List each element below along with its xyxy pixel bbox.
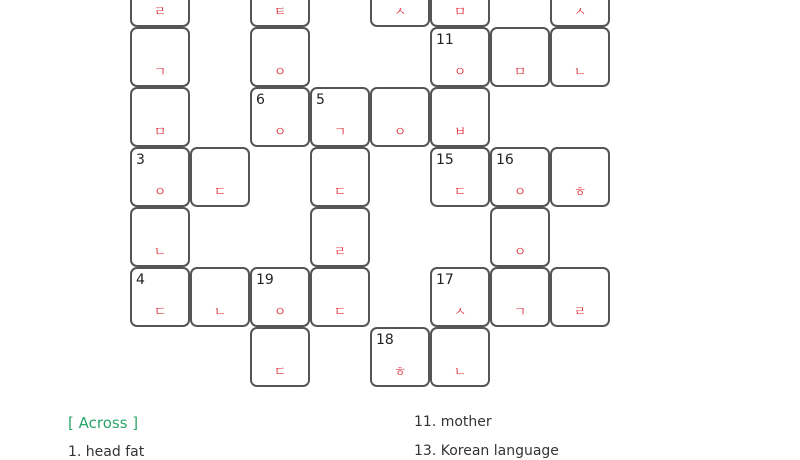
grid-cell[interactable] [310, 267, 370, 327]
cell-hint: ㅇ [273, 65, 287, 80]
grid-cell[interactable] [250, 327, 310, 387]
grid-cell[interactable] [490, 267, 550, 327]
cell-hint: ㄷ [213, 185, 227, 200]
cell-hint: ㄱ [153, 65, 167, 80]
grid-cell[interactable] [430, 267, 490, 327]
cell-hint: ㄴ [213, 305, 227, 320]
grid-cell[interactable] [490, 27, 550, 87]
cell-hint: ㄹ [333, 245, 347, 260]
grid-cell[interactable] [370, 327, 430, 387]
cell-number: 19 [256, 272, 274, 288]
cell-number: 18 [376, 332, 394, 348]
cell-hint: ㅁ [513, 65, 527, 80]
grid-cell[interactable] [250, 87, 310, 147]
cell-hint: ㅎ [393, 365, 407, 380]
cell-hint: ㅇ [153, 185, 167, 200]
clue-item: 11. mother [414, 414, 492, 430]
grid-cell[interactable] [490, 147, 550, 207]
grid-cell[interactable] [130, 0, 190, 27]
grid-cell[interactable] [250, 267, 310, 327]
grid-cell[interactable] [190, 267, 250, 327]
cell-hint: ㅅ [573, 5, 587, 20]
cell-hint: ㅁ [153, 125, 167, 140]
clue-item: 13. Korean language [414, 443, 559, 459]
cell-hint: ㅇ [393, 125, 407, 140]
cell-hint: ㄴ [573, 65, 587, 80]
cell-hint: ㅇ [453, 65, 467, 80]
clue-item: 1. head fat [68, 444, 145, 460]
cell-hint: ㅇ [513, 185, 527, 200]
cell-number: 15 [436, 152, 454, 168]
grid-cell[interactable] [430, 327, 490, 387]
grid-cell[interactable] [130, 147, 190, 207]
grid-cell[interactable] [310, 207, 370, 267]
cell-hint: ㅌ [273, 5, 287, 20]
cell-hint: ㅇ [513, 245, 527, 260]
cell-hint: ㄹ [153, 5, 167, 20]
cell-hint: ㅎ [573, 185, 587, 200]
grid-cell[interactable] [250, 0, 310, 27]
cell-hint: ㄹ [573, 305, 587, 320]
grid-cell[interactable] [550, 27, 610, 87]
grid-cell[interactable] [430, 27, 490, 87]
cell-hint: ㅇ [273, 125, 287, 140]
cell-hint: ㄴ [453, 365, 467, 380]
grid-cell[interactable] [310, 147, 370, 207]
cell-number: 6 [256, 92, 265, 108]
cell-hint: ㄱ [513, 305, 527, 320]
grid-cell[interactable] [130, 87, 190, 147]
cell-hint: ㅂ [453, 125, 467, 140]
grid-cell[interactable] [430, 0, 490, 27]
cell-hint: ㅅ [393, 5, 407, 20]
grid-cell[interactable] [370, 87, 430, 147]
grid-cell[interactable] [310, 87, 370, 147]
grid-cell[interactable] [130, 27, 190, 87]
cell-hint: ㄷ [273, 365, 287, 380]
grid-cell[interactable] [250, 27, 310, 87]
grid-cell[interactable] [550, 267, 610, 327]
cell-hint: ㄷ [333, 305, 347, 320]
grid-cell[interactable] [130, 267, 190, 327]
cell-hint: ㅁ [453, 5, 467, 20]
cell-hint: ㄷ [333, 185, 347, 200]
cell-number: 3 [136, 152, 145, 168]
cell-hint: ㄷ [153, 305, 167, 320]
cell-hint: ㄱ [333, 125, 347, 140]
grid-cell[interactable] [550, 0, 610, 27]
grid-cell[interactable] [130, 207, 190, 267]
cell-hint: ㅇ [273, 305, 287, 320]
cell-number: 17 [436, 272, 454, 288]
cell-hint: ㄷ [453, 185, 467, 200]
cell-number: 5 [316, 92, 325, 108]
grid-cell[interactable] [430, 87, 490, 147]
grid-cell[interactable] [430, 147, 490, 207]
cell-hint: ㄴ [153, 245, 167, 260]
grid-cell[interactable] [370, 0, 430, 27]
cell-number: 16 [496, 152, 514, 168]
cell-hint: ㅅ [453, 305, 467, 320]
grid-cell[interactable] [550, 147, 610, 207]
across-heading: [ Across ] [68, 414, 139, 432]
cell-number: 4 [136, 272, 145, 288]
cell-number: 11 [436, 32, 454, 48]
grid-cell[interactable] [490, 207, 550, 267]
grid-cell[interactable] [190, 147, 250, 207]
